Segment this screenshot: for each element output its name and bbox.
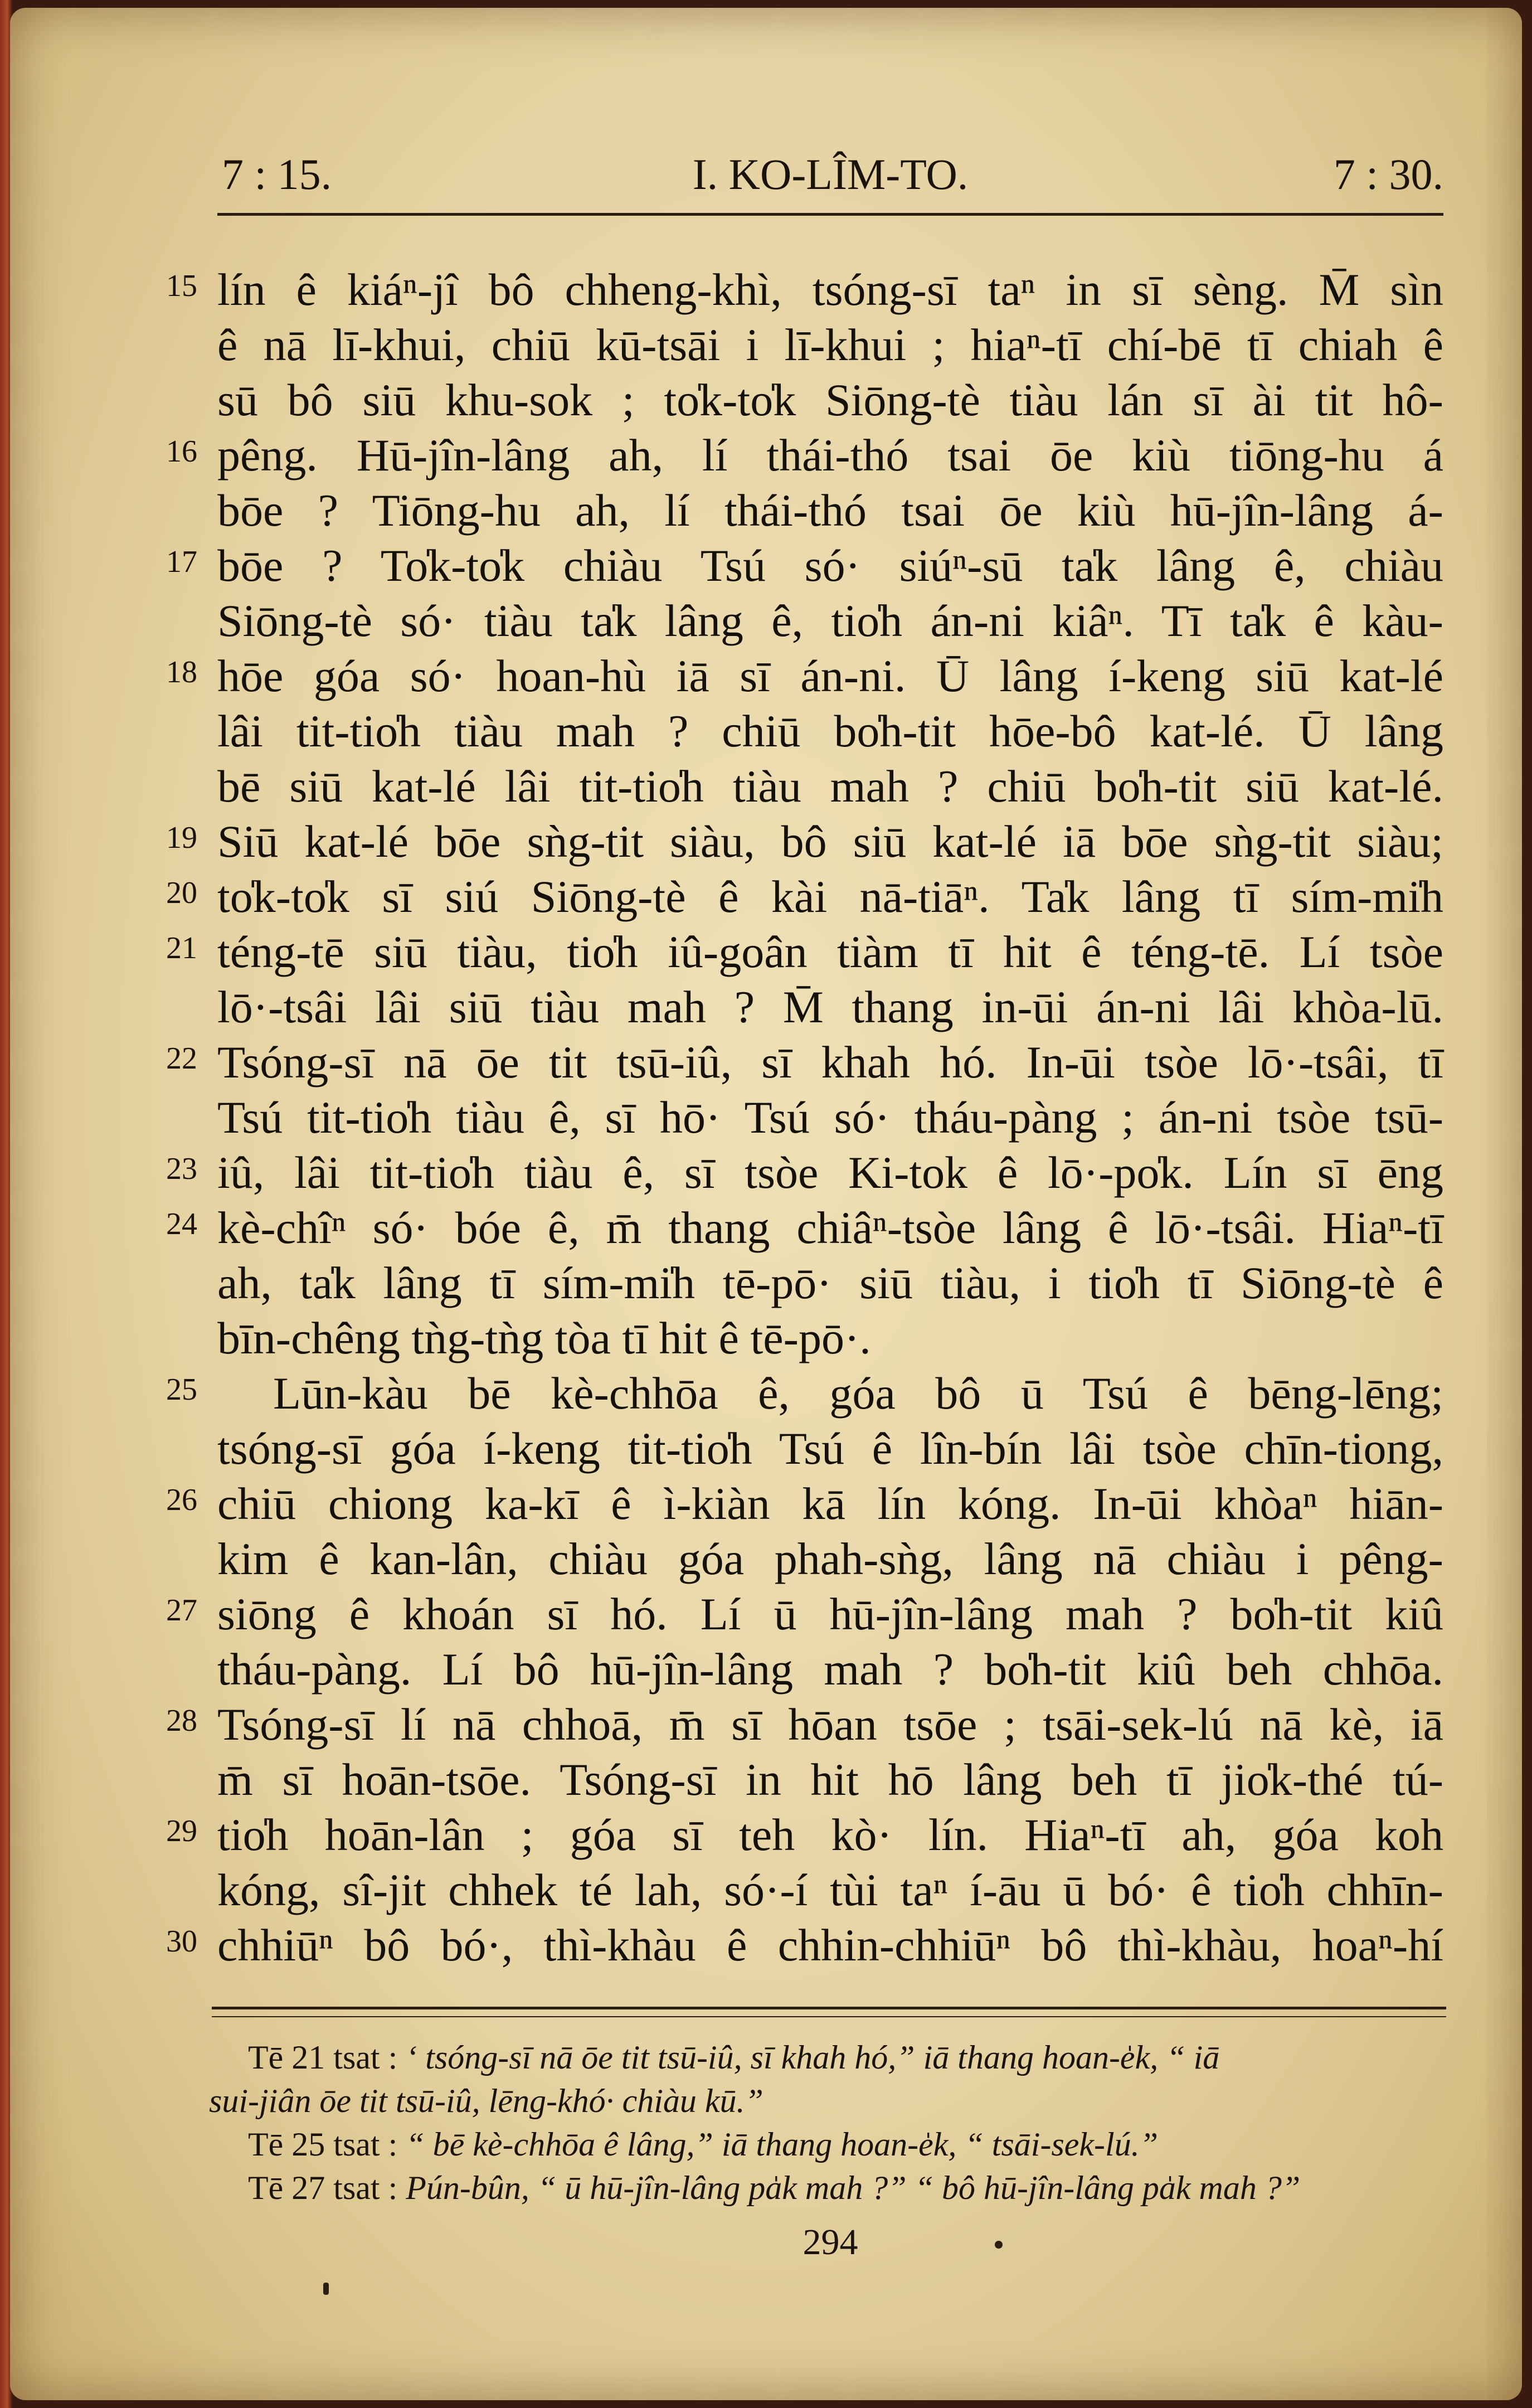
verse-number: 27 (166, 1593, 197, 1628)
line-text: m̄ sī hoān-tsōe. Tsóng-sī in hit hō lâng beh tī jio̍k-thé tú- (217, 1754, 1443, 1805)
body-text (166, 262, 1443, 1973)
header-rule (217, 213, 1443, 216)
footnote-text: ‘ tsóng-sī nā ōe tit tsū-iû, sī khah hó,” iā thang hoan-e̍k, “ iā (406, 2039, 1220, 2076)
line-text: kè-chîⁿ só· bóe ê, m̄ thang chiâⁿ-tsòe lâng ê lō·-tsâi. Hiaⁿ-tī (217, 1202, 1443, 1253)
line-text: hōe góa só· hoan-hù iā sī án-ni. Ū lâng í-keng siū kat-lé (217, 650, 1443, 701)
line-text: iû, lâi tit-tio̍h tiàu ê, sī tsòe Ki-tok ê lō·-po̍k. Lín sī ēng (217, 1147, 1443, 1198)
line-text: Tsóng-sī nā ōe tit tsū-iû, sī khah hó. In-ūi tsòe lō·-tsâi, tī (217, 1037, 1443, 1088)
line-text: ah, ta̍k lâng tī sím-mi̍h tē-pō· siū tiàu, i tio̍h tī Siōng-tè ê (217, 1258, 1443, 1308)
text-line (217, 1310, 1443, 1366)
text-line (217, 759, 1443, 814)
page-number: 294 (803, 2222, 858, 2263)
text-line (166, 428, 1443, 483)
line-text: chiū chiong ka-kī ê ì-kiàn kā lín kóng. In-ūi khòaⁿ hiān- (217, 1478, 1443, 1529)
text-line (217, 1090, 1443, 1145)
verse-number: 25 (166, 1372, 197, 1407)
line-text: kóng, sî-jit chhek té lah, só·-í tùi taⁿ í-āu ū bó· ê tio̍h chhīn- (217, 1865, 1443, 1915)
line-text: téng-tē siū tiàu, tio̍h iû-goân tiàm tī hit ê téng-tē. Lí tsòe (217, 926, 1443, 977)
footnote-text: Pún-bûn, “ ū hū-jîn-lâng pa̍k mah ?” “ bô hū-jîn-lâng pa̍k mah ?” (406, 2169, 1301, 2206)
footnote-label: Tē 21 tsat : (248, 2039, 398, 2076)
line-text: bōe ? To̍k-to̍k chiàu Tsú só· siúⁿ-sū ta̍k lâng ê, chiàu (217, 540, 1443, 591)
text-line (217, 1752, 1443, 1807)
text-line (217, 1642, 1443, 1697)
verse-number: 20 (166, 876, 197, 910)
line-text: Lūn-kàu bē kè-chhōa ê, góa bô ū Tsú ê bēng-lēng; (273, 1368, 1443, 1419)
text-line (166, 1586, 1443, 1642)
text-line (217, 317, 1443, 372)
verse-number: 28 (166, 1703, 197, 1738)
text-line (217, 593, 1443, 648)
text-line (217, 979, 1443, 1035)
footnote (209, 2166, 1446, 2210)
line-text: bē siū kat-lé lâi tit-tio̍h tiàu mah ? chiū bo̍h-tit siū kat-lé. (217, 761, 1443, 812)
text-line (166, 869, 1443, 924)
line-text: tsóng-sī góa í-keng tit-tio̍h Tsú ê lîn-bín lâi tsòe chīn-tiong, (217, 1423, 1443, 1474)
line-text: sū bô siū khu-sok ; to̍k-to̍k Siōng-tè tiàu lán sī ài tit hô- (217, 375, 1443, 425)
text-line (217, 1421, 1443, 1476)
text-line (166, 1035, 1443, 1090)
line-text: lâi tit-tio̍h tiàu mah ? chiū bo̍h-tit hōe-bô kat-lé. Ū lâng (217, 706, 1443, 756)
text-line (217, 1531, 1443, 1586)
text-line (166, 1917, 1443, 1973)
text-line (217, 372, 1443, 428)
footnote-text: sui-jiân ōe tit tsū-iû, lēng-khó· chiàu kū.” (209, 2082, 763, 2119)
verse-number: 21 (166, 931, 197, 965)
verse-number: 19 (166, 821, 197, 855)
text-line (166, 1697, 1443, 1752)
text-line (217, 1862, 1443, 1917)
text-line (166, 814, 1443, 869)
text-line (166, 1366, 1443, 1421)
line-text: siōng ê khoán sī hó. Lí ū hū-jîn-lâng mah ? bo̍h-tit kiû (217, 1589, 1443, 1639)
line-text: lín ê kiáⁿ-jî bô chheng-khì, tsóng-sī taⁿ in sī sèng. M̄ sìn (217, 264, 1443, 315)
text-line (166, 1145, 1443, 1200)
text-line (166, 1807, 1443, 1862)
footnote-text: “ bē kè-chhōa ê lâng,” iā thang hoan-e̍k, “ tsāi-sek-lú.” (406, 2126, 1159, 2163)
line-text: bīn-chêng tǹg-tǹg tòa tī hit ê tē-pō·. (217, 1313, 871, 1363)
line-text: tháu-pàng. Lí bô hū-jîn-lâng mah ? bo̍h-tit kiû beh chhōa. (217, 1644, 1443, 1695)
line-text: Siū kat-lé bōe sǹg-tit siàu, bô siū kat-lé iā bōe sǹg-tit siàu; (217, 816, 1443, 867)
verse-number: 30 (166, 1924, 197, 1959)
text-line (217, 703, 1443, 759)
ink-speck (995, 2241, 1003, 2249)
text-line (166, 648, 1443, 703)
line-text: Siōng-tè só· tiàu ta̍k lâng ê, tio̍h án-ni kiâⁿ. Tī ta̍k ê kàu- (217, 595, 1443, 646)
line-text: pêng. Hū-jîn-lâng ah, lí thái-thó tsai ōe kiù tiōng-hu á (217, 430, 1443, 480)
text-line (166, 924, 1443, 979)
line-text: kim ê kan-lân, chiàu góa phah-sǹg, lâng nā chiàu i pêng- (217, 1533, 1443, 1584)
footnote-rule (212, 2007, 1446, 2017)
verse-number: 18 (166, 655, 197, 690)
footnote (209, 2036, 1446, 2079)
line-text: Tsú tit-tio̍h tiàu ê, sī hō· Tsú só· tháu-pàng ; án-ni tsòe tsū- (217, 1092, 1443, 1143)
footnote (209, 2123, 1446, 2166)
ink-speck (323, 2283, 329, 2295)
line-text: bōe ? Tiōng-hu ah, lí thái-thó tsai ōe kiù hū-jîn-lâng á- (217, 485, 1443, 536)
text-line (217, 483, 1443, 538)
verse-number: 16 (166, 434, 197, 469)
verse-number: 17 (166, 545, 197, 579)
footnote (209, 2079, 1446, 2123)
text-line (166, 538, 1443, 593)
line-text: to̍k-to̍k sī siú Siōng-tè ê kài nā-tiāⁿ. Ta̍k lâng tī sím-mi̍h (217, 871, 1443, 922)
text-line (166, 262, 1443, 317)
line-text: chhiūⁿ bô bó·, thì-khàu ê chhin-chhiūⁿ bô thì-khàu, hoaⁿ-hí (217, 1920, 1443, 1970)
header-chapter-end: 7 : 30. (1333, 150, 1443, 198)
text-line (217, 1255, 1443, 1310)
verse-number: 22 (166, 1041, 197, 1076)
header-chapter-start: 7 : 15. (222, 150, 332, 198)
verse-number: 24 (166, 1207, 197, 1241)
footnote-label: Tē 27 tsat : (248, 2169, 398, 2206)
text-line (166, 1200, 1443, 1255)
verse-number: 23 (166, 1152, 197, 1186)
line-text: ê nā lī-khui, chiū kū-tsāi i lī-khui ; hiaⁿ-tī chí-bē tī chiah ê (217, 319, 1443, 370)
footnotes (209, 2036, 1446, 2210)
header-book-title: I. KO-LÎM-TO. (692, 150, 969, 198)
text-line (166, 1476, 1443, 1531)
running-header (217, 149, 1443, 211)
line-text: Tsóng-sī lí nā chhoā, m̄ sī hōan tsōe ; tsāi-sek-lú nā kè, iā (217, 1699, 1443, 1750)
verse-number: 15 (166, 269, 197, 303)
verse-number: 29 (166, 1814, 197, 1848)
line-text: lō·-tsâi lâi siū tiàu mah ? M̄ thang in-ūi án-ni lâi khòa-lū. (217, 982, 1443, 1032)
line-text: tio̍h hoān-lân ; góa sī teh kò· lín. Hiaⁿ-tī ah, góa koh (217, 1809, 1443, 1860)
verse-number: 26 (166, 1483, 197, 1517)
footnote-label: Tē 25 tsat : (248, 2126, 398, 2163)
